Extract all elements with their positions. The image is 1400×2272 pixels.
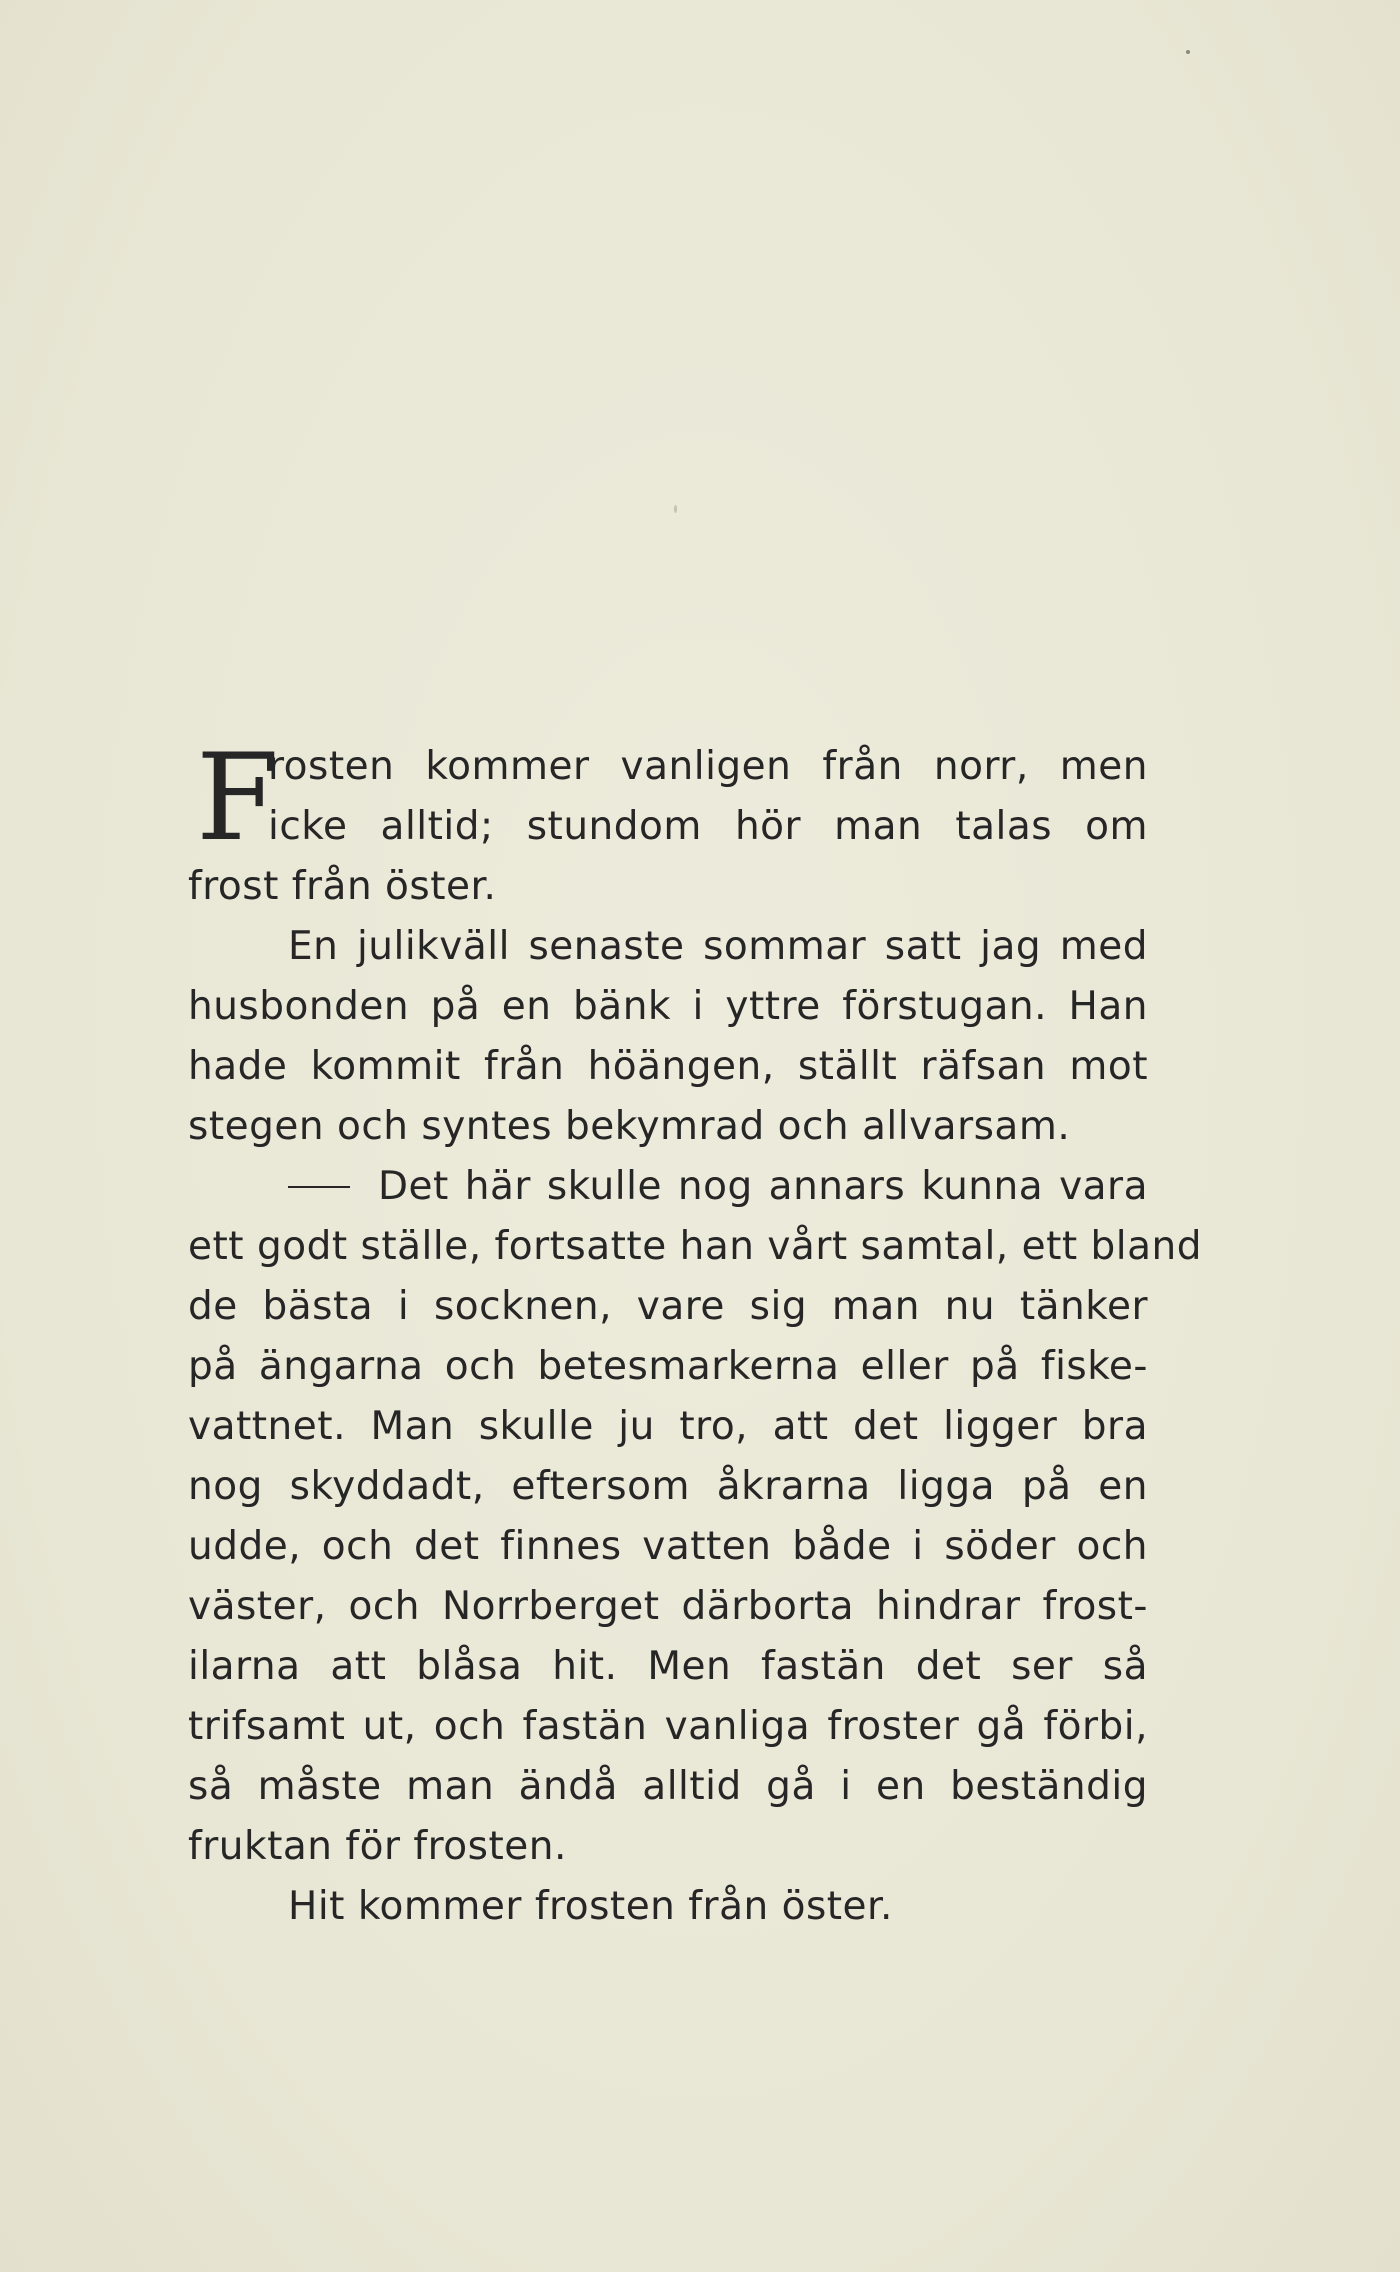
text-line: trifsamt ut, och fastän vanliga froster gå förbi, bbox=[188, 1704, 1148, 1749]
text-line: stegen och syntes bekymrad och allvarsam. bbox=[188, 1104, 1071, 1149]
text-line: de bästa i socknen, vare sig man nu tänker bbox=[188, 1284, 1148, 1329]
text-line: nog skyddadt, eftersom åkrarna ligga på en bbox=[188, 1464, 1148, 1509]
text-line: på ängarna och betesmarkerna eller på fiske- bbox=[188, 1344, 1148, 1389]
text-line: ilarna att blåsa hit. Men fastän det ser så bbox=[188, 1644, 1148, 1689]
text-line: fruktan för frosten. bbox=[188, 1824, 567, 1869]
dialogue-line bbox=[188, 1157, 1148, 1217]
body-text bbox=[188, 729, 1203, 1937]
text-line: frost från öster. bbox=[188, 864, 497, 909]
em-dash bbox=[288, 1186, 350, 1188]
text-line: rosten kommer vanligen från norr, men bbox=[268, 744, 1148, 789]
paper-speck bbox=[674, 505, 677, 513]
paper-speck bbox=[1186, 50, 1190, 54]
text-line: Det här skulle nog annars kunna vara bbox=[378, 1164, 1148, 1209]
text-line: Hit kommer frosten från öster. bbox=[288, 1884, 893, 1929]
text-line: väster, och Norrberget därborta hindrar frost- bbox=[188, 1584, 1148, 1629]
text-line: så måste man ändå alltid gå i en beständig bbox=[188, 1764, 1148, 1809]
text-line: hade kommit från höängen, ställt räfsan mot bbox=[188, 1044, 1148, 1089]
text-line: icke alltid; stundom hör man talas om bbox=[268, 804, 1148, 849]
text-line: udde, och det finnes vatten både i söder och bbox=[188, 1524, 1148, 1569]
text-line: vattnet. Man skulle ju tro, att det ligger bra bbox=[188, 1404, 1148, 1449]
drop-cap: F bbox=[196, 729, 280, 868]
text-line: ett godt ställe, fortsatte han vårt samtal, ett bland bbox=[188, 1224, 1203, 1269]
text-line: En julikväll senaste sommar satt jag med bbox=[288, 924, 1148, 969]
text-line: husbonden på en bänk i yttre förstugan. Han bbox=[188, 984, 1148, 1029]
